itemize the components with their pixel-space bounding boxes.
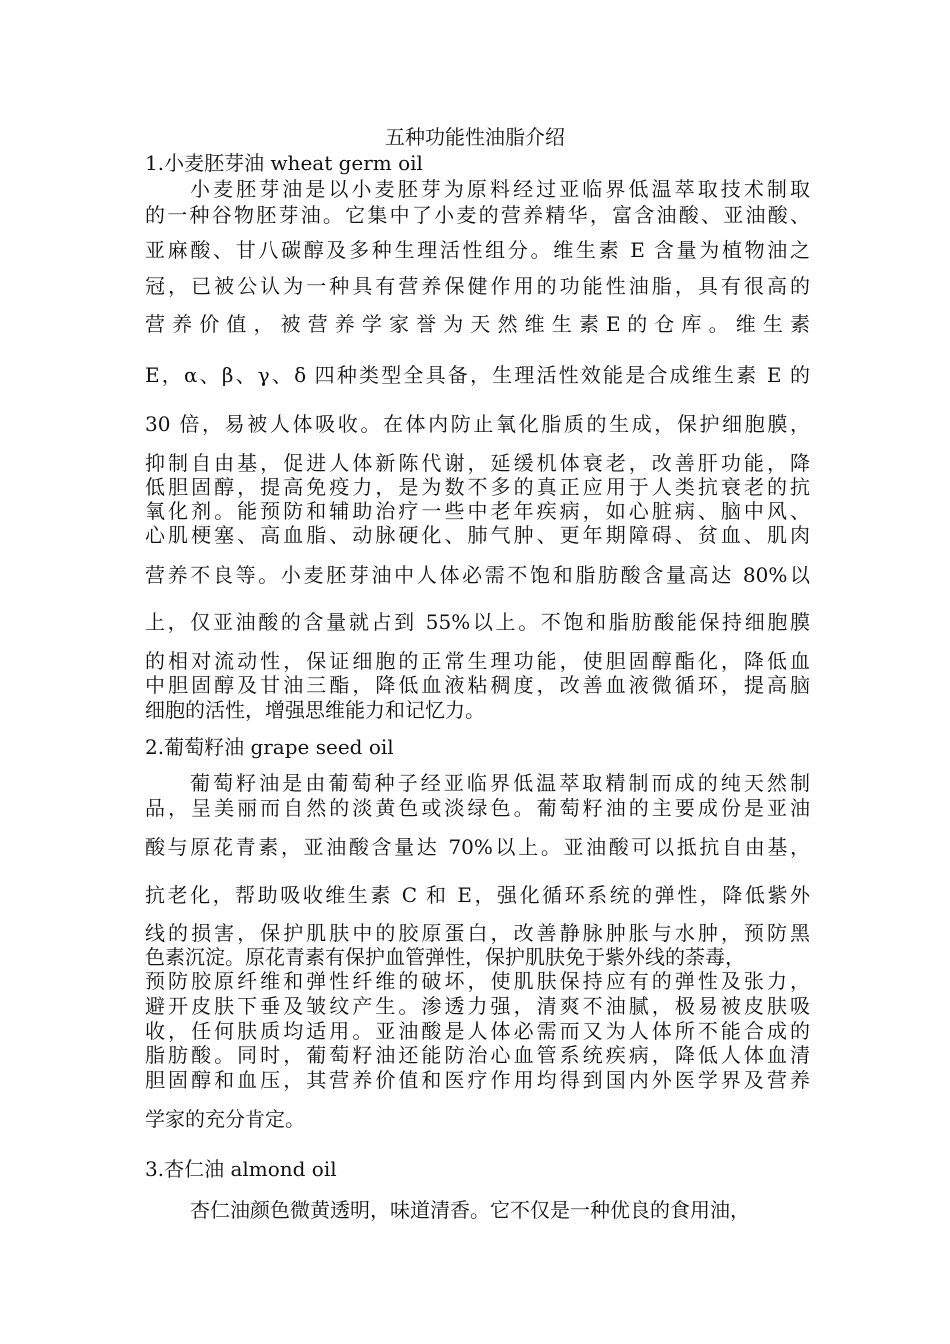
paragraph-line: 抗老化，帮助吸收维生素 C 和 E，强化循环系统的弹性，降低紫外 — [145, 883, 810, 907]
paragraph-line: 上，仅亚油酸的含量就占到 55%以上。不饱和脂肪酸能保持细胞膜 — [145, 610, 810, 634]
paragraph-line: E，α、β、γ、δ 四种类型全具备，生理活性效能是合成维生素 E 的 — [145, 363, 810, 387]
paragraph-line: 线的损害，保护肌肤中的胶原蛋白，改善静脉肿胀与水肿，预防黑 — [145, 921, 810, 945]
paragraph-line: 葡萄籽油是由葡萄种子经亚临界低温萃取精制而成的纯天然制 — [190, 771, 810, 795]
paragraph-line: 30 倍，易被人体吸收。在体内防止氧化脂质的生成，保护细胞膜， — [145, 412, 810, 436]
paragraph-line: 心肌梗塞、高血脂、动脉硬化、肺气肿、更年期障碍、贫血、肌肉 — [145, 523, 810, 547]
paragraph-line: 品，呈美丽而自然的淡黄色或淡绿色。葡萄籽油的主要成份是亚油 — [145, 796, 810, 820]
paragraph-line: 亚麻酸、甘八碳醇及多种生理活性组分。维生素 E 含量为植物油之 — [145, 238, 810, 262]
paragraph-line: 避开皮肤下垂及皱纹产生。渗透力强，清爽不油腻，极易被皮肤吸 — [145, 994, 810, 1018]
paragraph-line: 色素沉淀。原花青素有保护血管弹性，保护肌肤免于紫外线的荼毒， — [145, 945, 745, 969]
paragraph-line: 杏仁油颜色微黄透明，味道清香。它不仅是一种优良的食用油， — [190, 1198, 750, 1222]
paragraph-line: 脂肪酸。同时，葡萄籽油还能防治心血管系统疾病，降低人体血清 — [145, 1043, 810, 1067]
paragraph-line: 小麦胚芽油是以小麦胚芽为原料经过亚临界低温萃取技术制取 — [190, 177, 810, 201]
paragraph-line: 抑制自由基，促进人体新陈代谢，延缓机体衰老，改善肝功能，降 — [145, 451, 810, 475]
document-title: 五种功能性油脂介绍 — [385, 125, 565, 149]
paragraph-line: 细胞的活性，增强思维能力和记忆力。 — [145, 698, 485, 722]
section-heading-almond-oil: 3.杏仁油 almond oil — [145, 1157, 337, 1181]
paragraph-line: 学家的充分肯定。 — [145, 1107, 305, 1131]
section-heading-grape-seed-oil: 2.葡萄籽油 grape seed oil — [145, 735, 394, 759]
section-heading-wheat-germ-oil: 1.小麦胚芽油 wheat germ oil — [145, 151, 423, 175]
paragraph-line: 酸与原花青素，亚油酸含量达 70%以上。亚油酸可以抵抗自由基， — [145, 835, 810, 859]
paragraph-line: 收，任何肤质均适用。亚油酸是人体必需而又为人体所不能合成的 — [145, 1019, 810, 1043]
paragraph-line: 营 养 价 值 ， 被 营 养 学 家 誉 为 天 然 维 生 素 E 的 仓 库 。 维 生 素 — [145, 312, 810, 336]
paragraph-line: 营养不良等。小麦胚芽油中人体必需不饱和脂肪酸含量高达 80%以 — [145, 563, 810, 587]
paragraph-line: 中胆固醇及甘油三酯，降低血液粘稠度，改善血液微循环，提高脑 — [145, 673, 810, 697]
paragraph-line: 胆固醇和血压，其营养价值和医疗作用均得到国内外医学界及营养 — [145, 1068, 810, 1092]
paragraph-line: 的相对流动性，保证细胞的正常生理功能，使胆固醇酯化，降低血 — [145, 649, 810, 673]
paragraph-line: 冠，已被公认为一种具有营养保健作用的功能性油脂，具有很高的 — [145, 274, 810, 298]
paragraph-line: 氧化剂。能预防和辅助治疗一些中老年疾病，如心脏病、脑中风、 — [145, 499, 810, 523]
paragraph-line: 预防胶原纤维和弹性纤维的破坏，使肌肤保持应有的弹性及张力， — [145, 969, 810, 993]
paragraph-line: 的一种谷物胚芽油。它集中了小麦的营养精华，富含油酸、亚油酸、 — [145, 203, 810, 227]
paragraph-line: 低胆固醇，提高免疫力，是为数不多的真正应用于人类抗衰老的抗 — [145, 475, 810, 499]
